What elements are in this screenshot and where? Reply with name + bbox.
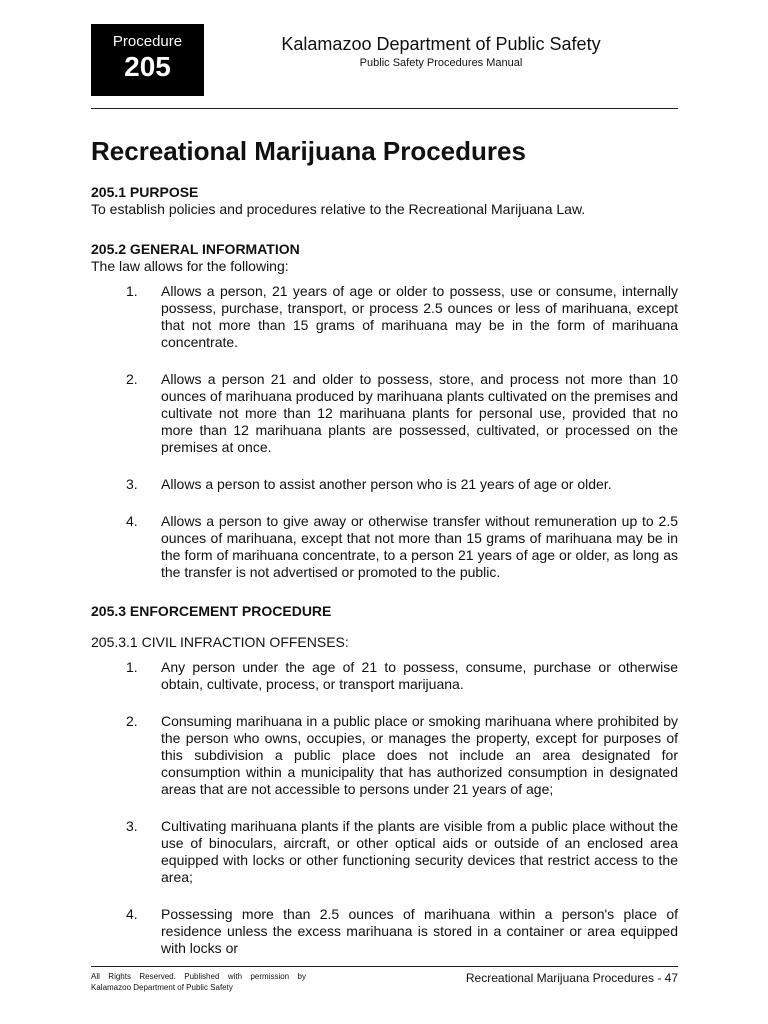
footer-rights: All Rights Reserved. Published with permission by Kalamazoo Department of Public Safety <box>91 972 306 992</box>
list-item <box>91 659 678 693</box>
item-number: 1. <box>126 283 138 299</box>
procedure-label: Procedure <box>112 33 183 50</box>
section-general-information <box>91 241 678 581</box>
procedure-number: 205 <box>124 51 171 82</box>
section-heading: 205.1 PURPOSE <box>91 184 199 200</box>
item-number: 2. <box>126 371 138 387</box>
item-text: Consuming marihuana in a public place or smoking marihuana where prohibited by the person who owns, occupies, or manages the property, except for purposes of this subdivision a public place does not include an area designated for consumption within a municipality that has authorized consumption in designated areas that are not accessible to persons under 21 years of age; <box>161 713 678 797</box>
subsection-heading: 205.3.1 CIVIL INFRACTION OFFENSES: <box>91 634 349 650</box>
item-number: 4. <box>126 906 138 922</box>
item-number: 4. <box>126 513 138 529</box>
item-number: 3. <box>126 476 138 492</box>
list-item <box>91 476 678 493</box>
list-item <box>91 371 678 456</box>
manual-name: Public Safety Procedures Manual <box>359 57 523 69</box>
item-number: 3. <box>126 818 138 834</box>
item-text: Allows a person 21 and older to possess, store, and process not more than 10 ounces of marihuana produced by marihuana plants cultivated on the premises and cultivate not more than 12 marihuana plants for personal use, provided that no more than 12 marihuana plants are possessed, cultivated, or processed on the premises at once. <box>161 371 678 455</box>
footer-page-label: Recreational Marijuana Procedures - 47 <box>465 971 678 985</box>
section-heading: 205.2 GENERAL INFORMATION <box>91 241 300 257</box>
item-number: 1. <box>126 659 138 675</box>
section-purpose <box>91 184 678 218</box>
organization-name: Kalamazoo Department of Public Safety <box>281 34 601 54</box>
list-item <box>91 283 678 351</box>
numbered-list <box>91 283 678 581</box>
list-item <box>91 513 678 581</box>
section-text: The law allows for the following: <box>91 258 289 274</box>
header-divider <box>91 108 678 109</box>
numbered-list <box>91 659 678 957</box>
item-text: Allows a person to give away or otherwise transfer without remuneration up to 2.5 ounces of marihuana, except that not more than 15 grams of marihuana may be in the form of marihuana concentrate, to a person 21 years of age or older, as long as the transfer is not advertised or promoted to the public. <box>161 513 678 580</box>
item-number: 2. <box>126 713 138 729</box>
item-text: Possessing more than 2.5 ounces of marihuana within a person's place of residence unless the excess marihuana is stored in a container or area equipped with locks or <box>161 906 678 956</box>
document-body <box>91 184 678 957</box>
section-text: To establish policies and procedures relative to the Recreational Marijuana Law. <box>91 201 586 217</box>
document-title: Recreational Marijuana Procedures <box>91 136 526 166</box>
procedure-badge <box>91 24 204 96</box>
footer-divider <box>91 966 678 967</box>
item-text: Allows a person, 21 years of age or older to possess, use or consume, internally possess, purchase, transport, or process 2.5 ounces or less of marihuana, except that not more than 15 grams of marihuana may be in the form of marihuana concentrate. <box>161 283 678 350</box>
section-enforcement-procedure <box>91 603 678 957</box>
item-text: Cultivating marihuana plants if the plants are visible from a public place without the use of binoculars, aircraft, or other optical aids or outside of an enclosed area equipped with locks or other functioning security devices that restrict access to the area; <box>161 818 678 885</box>
item-text: Any person under the age of 21 to possess, consume, purchase or otherwise obtain, cultivate, process, or transport marijuana. <box>161 659 678 692</box>
item-text: Allows a person to assist another person who is 21 years of age or older. <box>161 476 612 492</box>
list-item <box>91 906 678 957</box>
list-item <box>91 818 678 886</box>
section-heading: 205.3 ENFORCEMENT PROCEDURE <box>91 603 332 619</box>
list-item <box>91 713 678 798</box>
